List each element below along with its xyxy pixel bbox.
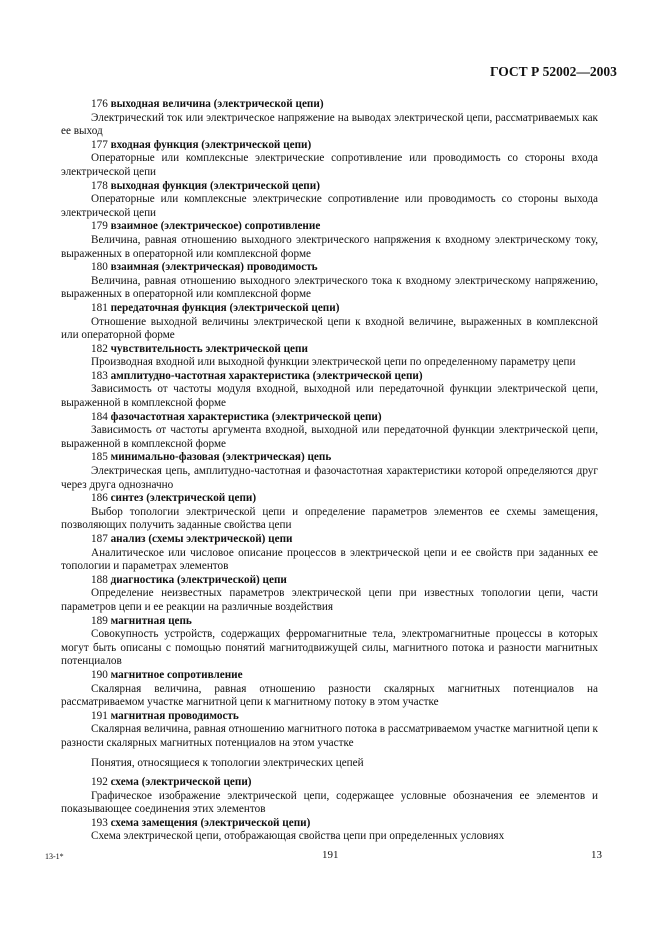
term-entry bbox=[61, 776, 598, 817]
term-entry bbox=[61, 343, 598, 370]
term-name: схема замещения (электрической цепи) bbox=[110, 816, 311, 829]
term-definition: Выбор топологии электрической цепи и определение параметров элементов ее схемы замещения, позволяющих получить заданные свойства цепи bbox=[61, 505, 598, 532]
term-definition: Электрический ток или электрическое напряжение на выводах электрической цепи, рассматриваемых как ее выход bbox=[61, 111, 598, 138]
term-definition: Совокупность устройств, содержащих ферромагнитные тела, электромагнитные процессы в которых могут быть описаны с помощью понятий магнитодвижущей силы, магнитного потока и разности магнитных потенциалов bbox=[61, 628, 598, 668]
term-entry bbox=[61, 451, 598, 492]
term-entry bbox=[61, 710, 598, 751]
term-name: магнитная цепь bbox=[110, 614, 192, 627]
term-heading bbox=[61, 411, 598, 425]
term-definition: Аналитическое или числовое описание процессов в электрической цепи и ее свойств при заданных ее топологии и параметрах элементов bbox=[61, 546, 598, 573]
term-definition: Скалярная величина, равная отношению разности скалярных магнитных потенциалов на рассматриваемом участке магнитной цепи к магнитному потоку в этом участке bbox=[61, 682, 598, 709]
term-entry bbox=[61, 669, 598, 710]
term-name: анализ (схемы электрической) цепи bbox=[110, 533, 293, 545]
term-heading bbox=[61, 533, 598, 547]
term-entry bbox=[61, 533, 598, 574]
term-name: выходная функция (электрической цепи) bbox=[110, 179, 320, 192]
term-number: 183 bbox=[91, 369, 108, 382]
term-name: взаимное (электрическое) сопротивление bbox=[110, 220, 321, 233]
term-number: 190 bbox=[91, 668, 108, 681]
term-definition: Графическое изображение электрической цепи, содержащее условные обозначения ее элементов и показывающее соединения этих элементов bbox=[61, 789, 598, 816]
term-heading bbox=[61, 492, 598, 506]
term-heading bbox=[61, 180, 598, 194]
term-heading bbox=[61, 451, 598, 465]
term-number: 179 bbox=[91, 220, 108, 233]
term-entry bbox=[61, 180, 598, 221]
term-heading bbox=[61, 615, 598, 629]
term-heading bbox=[61, 710, 598, 724]
term-number: 176 bbox=[91, 98, 108, 110]
term-number: 192 bbox=[91, 776, 108, 789]
term-heading bbox=[61, 261, 598, 275]
term-definition: Схема электрической цепи, отображающая свойства цепи при определенных условиях bbox=[91, 830, 505, 843]
section-note: Понятия, относящиеся к топологии электрических цепей bbox=[91, 756, 364, 769]
term-name: диагностика (электрической) цепи bbox=[110, 573, 287, 586]
term-number: 185 bbox=[91, 451, 108, 464]
term-number: 191 bbox=[91, 709, 108, 722]
term-definition: Зависимость от частоты аргумента входной, выходной или передаточной функции электрической цепи, выраженной в комплексной форме bbox=[61, 424, 598, 450]
term-name: схема (электрической цепи) bbox=[110, 776, 252, 789]
term-definition: Определение неизвестных параметров электрической цепи при известных топологии цепи, части параметров цепи и ее реакции на различные воздействия bbox=[61, 587, 598, 613]
term-entry bbox=[61, 220, 598, 261]
term-entry bbox=[61, 615, 598, 669]
terms-list-part2 bbox=[61, 776, 598, 844]
term-entry bbox=[61, 574, 598, 615]
terms-list-part1 bbox=[61, 98, 598, 751]
term-heading bbox=[61, 574, 598, 588]
term-number: 189 bbox=[91, 614, 108, 627]
term-definition: Скалярная величина, равная отношению магнитного потока в рассматриваемом участке магнитной цепи к разности скалярных магнитных потенциалов на этом участке bbox=[61, 723, 598, 749]
footer-center-page-number: 191 bbox=[322, 849, 339, 861]
term-number: 187 bbox=[91, 533, 108, 545]
page-header-standard: ГОСТ Р 52002—2003 bbox=[490, 64, 617, 79]
term-heading bbox=[61, 370, 598, 384]
term-name: чувствительность электрической цепи bbox=[110, 342, 308, 355]
footer-right-page-number: 13 bbox=[591, 849, 602, 861]
term-heading bbox=[61, 343, 598, 357]
term-definition: Операторные или комплексные электрические сопротивление или проводимость со стороны выхода электрической цепи bbox=[61, 193, 598, 219]
term-number: 178 bbox=[91, 179, 108, 192]
term-number: 188 bbox=[91, 573, 108, 586]
term-name: минимально-фазовая (электрическая) цепь bbox=[110, 451, 332, 464]
term-heading bbox=[61, 302, 598, 316]
term-entry bbox=[61, 411, 598, 452]
term-definition: Производная входной или выходной функции электрической цепи по определенному параметру цепи bbox=[91, 356, 576, 369]
term-name: амплитудно-частотная характеристика (электрической цепи) bbox=[110, 369, 423, 382]
term-entry bbox=[61, 139, 598, 180]
term-name: фазочастотная характеристика (электрической цепи) bbox=[110, 410, 382, 423]
term-entry bbox=[61, 302, 598, 343]
term-entry bbox=[61, 261, 598, 302]
term-number: 181 bbox=[91, 301, 108, 314]
term-heading bbox=[61, 139, 598, 153]
term-entry bbox=[61, 492, 598, 533]
term-name: магнитная проводимость bbox=[110, 709, 239, 722]
term-heading bbox=[61, 220, 598, 234]
term-name: передаточная функция (электрической цепи) bbox=[110, 301, 340, 314]
term-heading bbox=[61, 776, 598, 790]
term-name: взаимная (электрическая) проводимость bbox=[110, 261, 318, 274]
term-number: 184 bbox=[91, 410, 108, 423]
term-number: 182 bbox=[91, 342, 108, 355]
footer-sheet-mark: 13-1* bbox=[45, 852, 64, 861]
term-definition: Операторные или комплексные электрические сопротивление или проводимость со стороны входа электрической цепи bbox=[61, 152, 598, 178]
term-entry bbox=[61, 817, 598, 844]
term-name: входная функция (электрической цепи) bbox=[110, 138, 312, 151]
term-name: выходная величина (электрической цепи) bbox=[110, 98, 324, 110]
term-name: синтез (электрической цепи) bbox=[110, 492, 257, 505]
term-heading bbox=[61, 98, 598, 112]
terms-content bbox=[61, 98, 598, 844]
term-heading bbox=[61, 817, 598, 831]
term-number: 193 bbox=[91, 816, 108, 829]
term-number: 186 bbox=[91, 492, 108, 505]
term-definition: Величина, равная отношению выходного электрического тока к входному электрическому напряжению, выраженных в операторной или комплексной форме bbox=[61, 274, 598, 301]
term-definition: Отношение выходной величины электрической цепи к входной величине, выраженных в комплексной или операторной форме bbox=[61, 315, 598, 342]
term-entry bbox=[61, 98, 598, 139]
term-definition: Зависимость от частоты модуля входной, выходной или передаточной функции электрической цепи, выраженной в комплексной форме bbox=[61, 383, 598, 410]
term-definition: Величина, равная отношению выходного электрического напряжения к входному электрическому току, выраженных в операторной или комплексной форме bbox=[61, 233, 598, 260]
term-entry bbox=[61, 370, 598, 411]
term-definition: Электрическая цепь, амплитудно-частотная и фазочастотная характеристики которой определяются друг через друга однозначно bbox=[61, 465, 598, 491]
term-number: 180 bbox=[91, 261, 108, 274]
term-number: 177 bbox=[91, 138, 108, 151]
term-heading bbox=[61, 669, 598, 683]
term-name: магнитное сопротивление bbox=[110, 668, 243, 681]
